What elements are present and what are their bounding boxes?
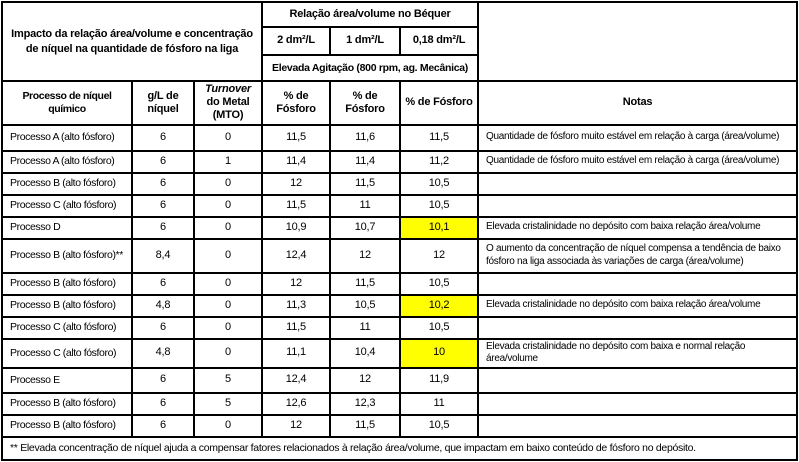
table-row	[2, 415, 797, 437]
cell-p-1dm: 12,3	[330, 393, 400, 415]
cell-notas	[478, 415, 797, 437]
footnote: ** Elevada concentração de níquel ajuda a compensar fatores relacionados à relação área/volume, que impactam em baixo conteúdo de fósforo no depósito.	[2, 437, 797, 460]
cell-p-1dm: 10,7	[330, 217, 400, 239]
cell-notas	[478, 368, 797, 393]
cell-mto: 1	[194, 151, 262, 173]
table-row	[2, 295, 797, 317]
cell-p-018dm-highlighted: 10,2	[400, 295, 478, 317]
col-header-turnover	[194, 81, 262, 125]
table-row	[2, 173, 797, 195]
table-row	[2, 339, 797, 368]
cell-p-1dm: 11,4	[330, 151, 400, 173]
cell-p-1dm: 11,6	[330, 125, 400, 151]
cell-mto: 0	[194, 415, 262, 437]
cell-p-018dm: 10,5	[400, 415, 478, 437]
cell-mto: 0	[194, 125, 262, 151]
ratio-col-2dm: 2 dm²/L	[262, 27, 330, 55]
table-row	[2, 273, 797, 295]
cell-mto: 0	[194, 273, 262, 295]
cell-notas: Elevada cristalinidade no depósito com baixa e normal relação área/volume	[478, 339, 797, 368]
col-header-process: Processo de níquel químico	[2, 81, 132, 125]
cell-mto: 0	[194, 239, 262, 273]
cell-gl: 6	[132, 393, 194, 415]
cell-gl: 6	[132, 195, 194, 217]
cell-notas	[478, 317, 797, 339]
cell-mto: 5	[194, 393, 262, 415]
cell-p-018dm: 11,2	[400, 151, 478, 173]
cell-p-2dm: 12	[262, 173, 330, 195]
phosphorus-impact-table	[1, 1, 798, 461]
beaker-ratio-header: Relação área/volume no Béquer	[262, 2, 478, 27]
table-row	[2, 317, 797, 339]
header-row-columns	[2, 81, 797, 125]
cell-process: Processo A (alto fósforo)	[2, 151, 132, 173]
cell-p-1dm: 11	[330, 317, 400, 339]
cell-p-1dm: 10,4	[330, 339, 400, 368]
cell-p-018dm: 10,5	[400, 195, 478, 217]
col-header-phosphorus-018dm: % de Fósforo	[400, 81, 478, 125]
cell-p-2dm: 11,5	[262, 125, 330, 151]
cell-p-2dm: 12,4	[262, 239, 330, 273]
cell-p-018dm: 12	[400, 239, 478, 273]
cell-p-2dm: 12,6	[262, 393, 330, 415]
table-row	[2, 393, 797, 415]
cell-process: Processo E	[2, 368, 132, 393]
cell-process: Processo B (alto fósforo)	[2, 393, 132, 415]
agitation-header: Elevada Agitação (800 rpm, ag. Mecânica)	[262, 55, 478, 81]
cell-process: Processo A (alto fósforo)	[2, 125, 132, 151]
table-row	[2, 239, 797, 273]
ratio-col-1dm: 1 dm²/L	[330, 27, 400, 55]
cell-gl: 6	[132, 415, 194, 437]
col-header-phosphorus-2dm: % de Fósforo	[262, 81, 330, 125]
col-header-nickel-gl: g/L de níquel	[132, 81, 194, 125]
cell-notas	[478, 173, 797, 195]
cell-p-2dm: 11,5	[262, 195, 330, 217]
cell-p-018dm: 11	[400, 393, 478, 415]
cell-gl: 6	[132, 173, 194, 195]
cell-p-018dm-highlighted: 10	[400, 339, 478, 368]
cell-gl: 6	[132, 151, 194, 173]
cell-process: Processo D	[2, 217, 132, 239]
cell-notas	[478, 393, 797, 415]
cell-gl: 6	[132, 368, 194, 393]
cell-notas	[478, 195, 797, 217]
ratio-col-018dm: 0,18 dm²/L	[400, 27, 478, 55]
cell-p-1dm: 12	[330, 368, 400, 393]
col-header-phosphorus-1dm: % de Fósforo	[330, 81, 400, 125]
cell-p-018dm: 11,9	[400, 368, 478, 393]
cell-p-018dm: 10,5	[400, 173, 478, 195]
cell-mto: 0	[194, 173, 262, 195]
table-row	[2, 368, 797, 393]
table-row	[2, 195, 797, 217]
cell-p-018dm: 10,5	[400, 317, 478, 339]
cell-gl: 4,8	[132, 295, 194, 317]
cell-mto: 0	[194, 295, 262, 317]
cell-gl: 8,4	[132, 239, 194, 273]
cell-process: Processo C (alto fósforo)	[2, 195, 132, 217]
cell-notas: O aumento da concentração de níquel compensa a tendência de baixo fósforo na liga associada às variações de carga (área/volume)	[478, 239, 797, 273]
cell-process: Processo C (alto fósforo)	[2, 317, 132, 339]
cell-notas: Quantidade de fósforo muito estável em relação à carga (área/volume)	[478, 151, 797, 173]
cell-process: Processo B (alto fósforo)	[2, 295, 132, 317]
cell-p-2dm: 11,1	[262, 339, 330, 368]
cell-p-2dm: 12	[262, 273, 330, 295]
cell-p-2dm: 11,3	[262, 295, 330, 317]
cell-p-2dm: 12	[262, 415, 330, 437]
cell-p-1dm: 11,5	[330, 415, 400, 437]
cell-gl: 6	[132, 125, 194, 151]
cell-gl: 6	[132, 317, 194, 339]
notes-spacer-cell	[478, 2, 797, 81]
cell-p-2dm: 10,9	[262, 217, 330, 239]
cell-p-2dm: 11,4	[262, 151, 330, 173]
cell-mto: 0	[194, 217, 262, 239]
cell-notas: Elevada cristalinidade no depósito com baixa relação área/volume	[478, 295, 797, 317]
cell-process: Processo B (alto fósforo)	[2, 415, 132, 437]
turnover-rest: do Metal (MTO)	[206, 96, 250, 122]
cell-p-1dm: 11,5	[330, 173, 400, 195]
cell-p-1dm: 12	[330, 239, 400, 273]
cell-p-018dm-highlighted: 10,1	[400, 217, 478, 239]
col-header-notes: Notas	[478, 81, 797, 125]
cell-p-2dm: 12,4	[262, 368, 330, 393]
cell-notas: Quantidade de fósforo muito estável em relação à carga (área/volume)	[478, 125, 797, 151]
cell-mto: 0	[194, 339, 262, 368]
cell-p-1dm: 11,5	[330, 273, 400, 295]
cell-mto: 0	[194, 195, 262, 217]
cell-p-018dm: 11,5	[400, 125, 478, 151]
cell-notas	[478, 273, 797, 295]
cell-gl: 6	[132, 273, 194, 295]
cell-process: Processo B (alto fósforo)**	[2, 239, 132, 273]
cell-p-1dm: 11	[330, 195, 400, 217]
footnote-row	[2, 437, 797, 460]
turnover-italic: Turnover	[205, 83, 251, 95]
header-row-beaker	[2, 2, 797, 27]
cell-p-1dm: 10,5	[330, 295, 400, 317]
cell-gl: 4,8	[132, 339, 194, 368]
table-title: Impacto da relação área/volume e concentração de níquel na quantidade de fósforo na liga	[2, 2, 262, 81]
cell-p-018dm: 10,5	[400, 273, 478, 295]
cell-gl: 6	[132, 217, 194, 239]
table-row	[2, 151, 797, 173]
cell-process: Processo B (alto fósforo)	[2, 273, 132, 295]
cell-p-2dm: 11,5	[262, 317, 330, 339]
cell-process: Processo C (alto fósforo)	[2, 339, 132, 368]
cell-mto: 0	[194, 317, 262, 339]
table-row	[2, 217, 797, 239]
table-row	[2, 125, 797, 151]
cell-notas: Elevada cristalinidade no depósito com baixa relação área/volume	[478, 217, 797, 239]
cell-mto: 5	[194, 368, 262, 393]
cell-process: Processo B (alto fósforo)	[2, 173, 132, 195]
